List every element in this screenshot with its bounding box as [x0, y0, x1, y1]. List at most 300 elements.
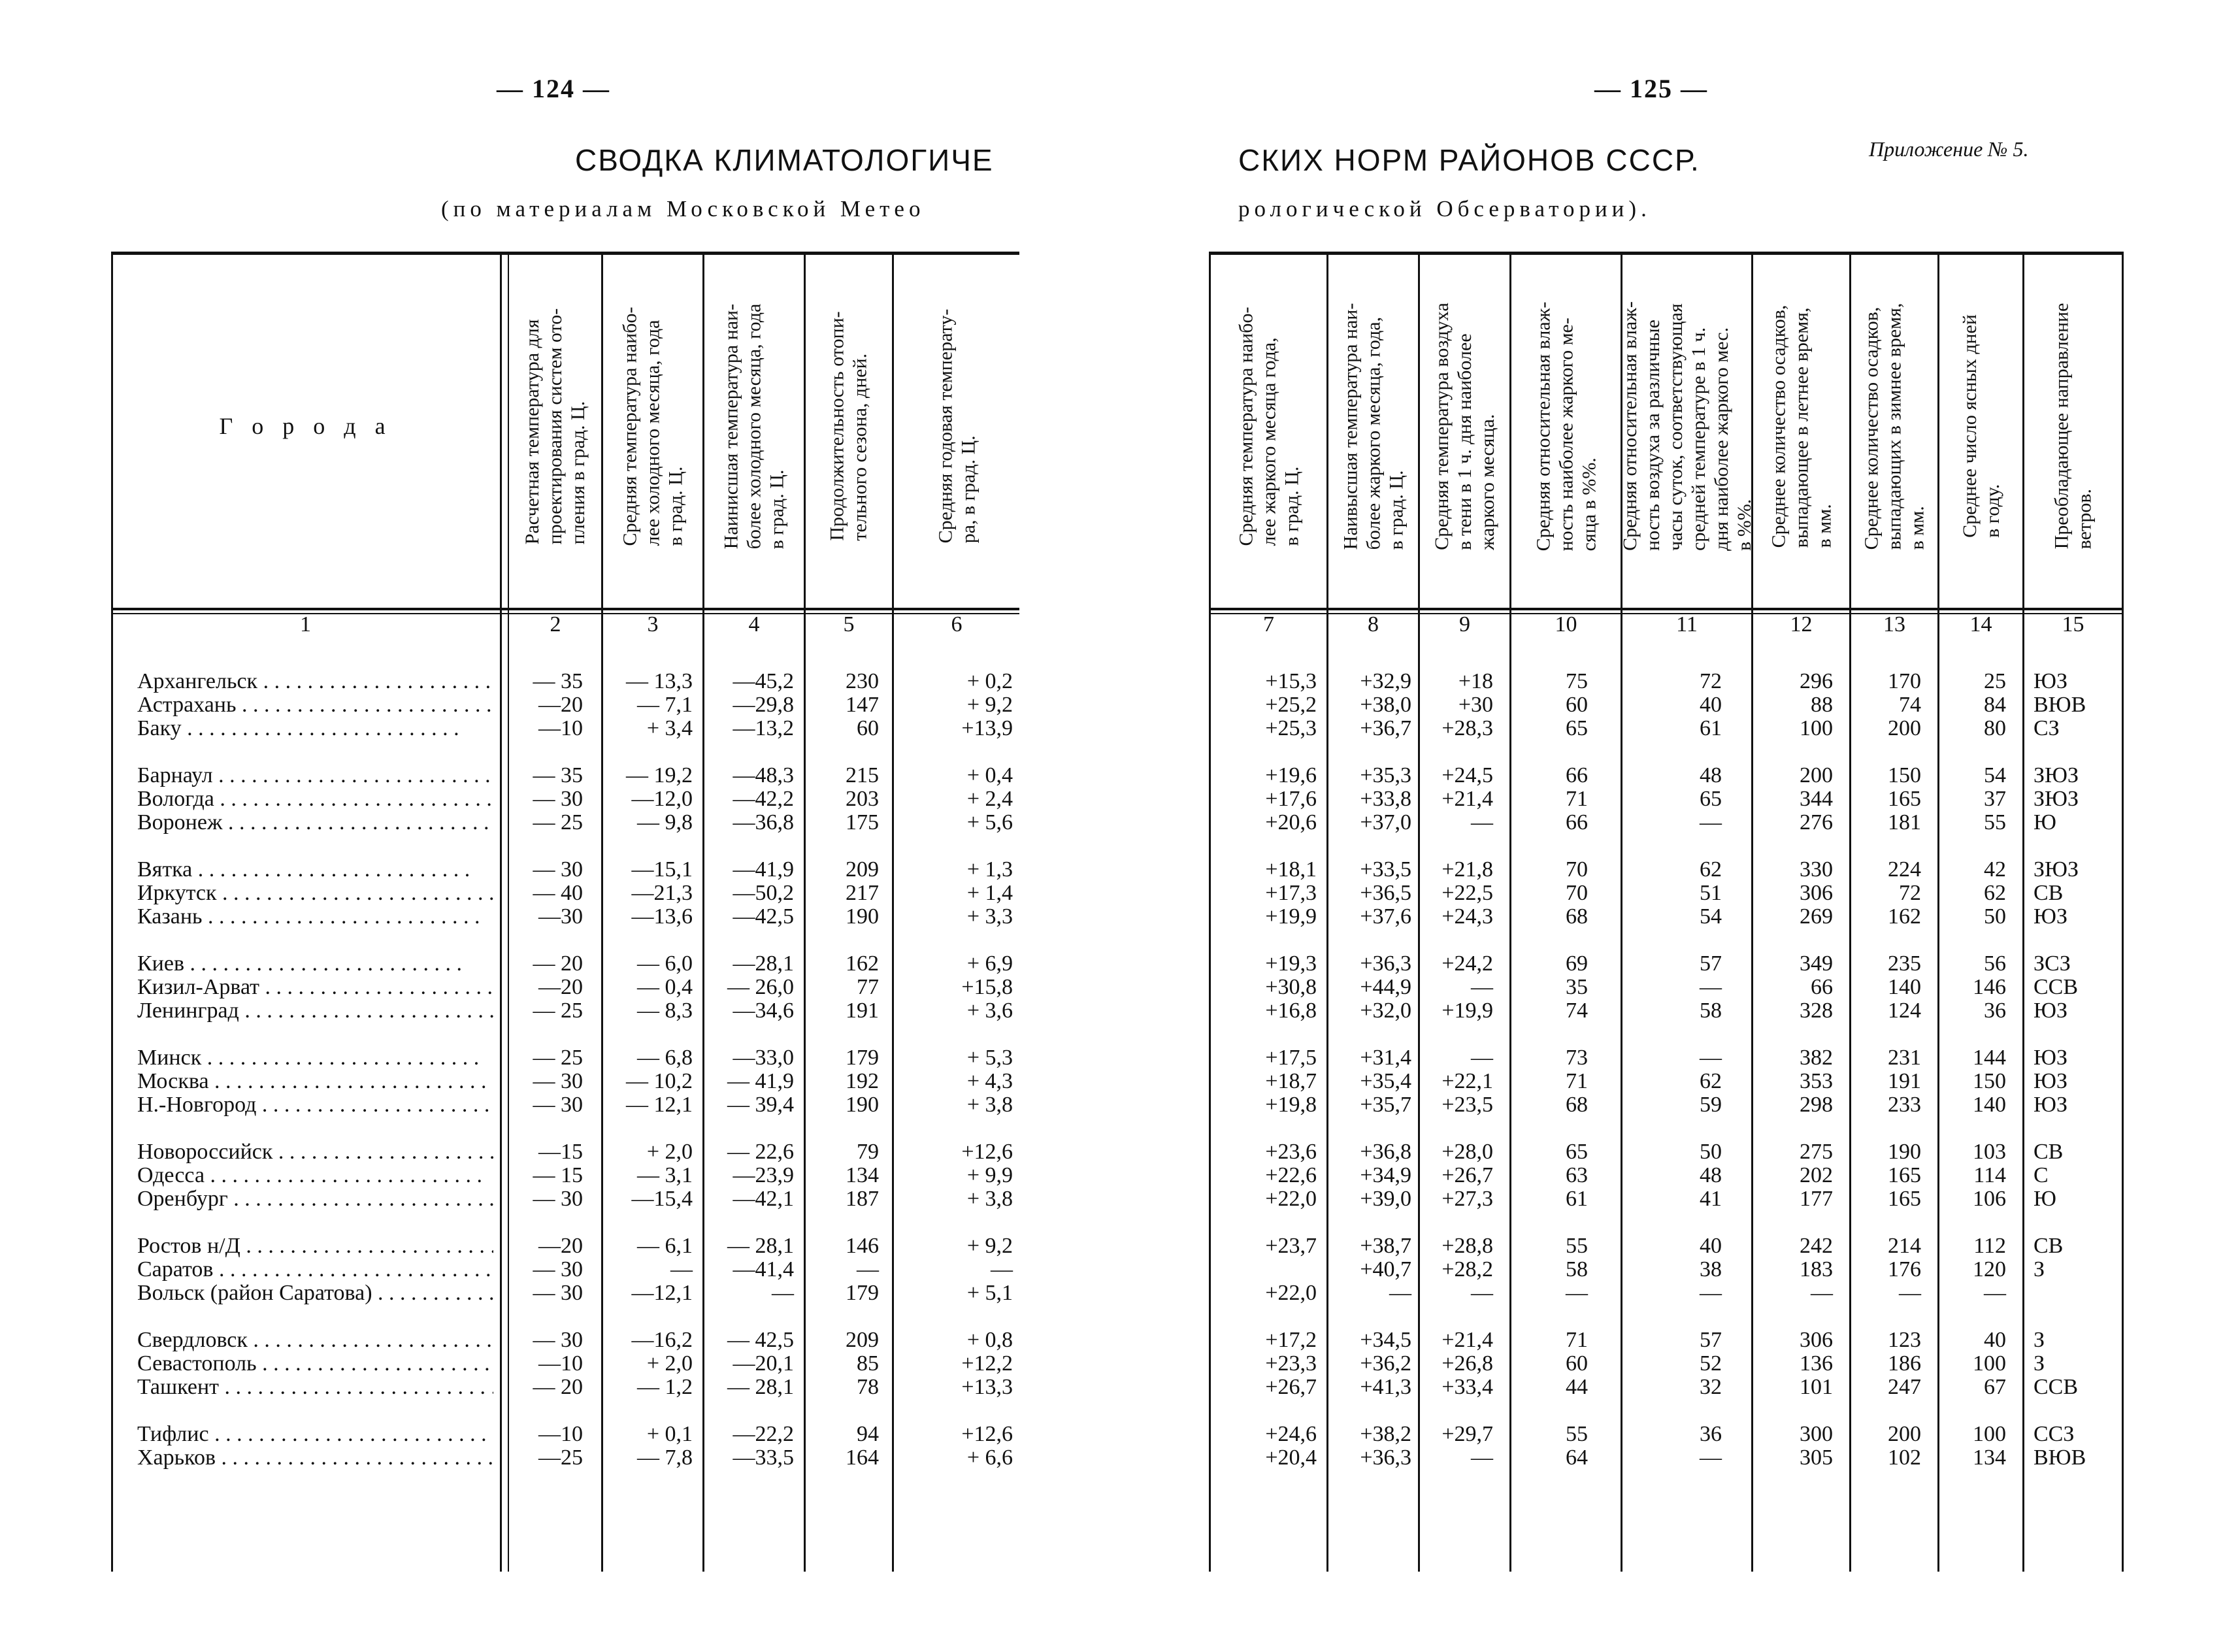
table-cell-c7: +19,9 [1265, 904, 1317, 929]
table-cell-c7: +16,8 [1265, 999, 1317, 1023]
table-cell-c9: +33,4 [1441, 1375, 1493, 1399]
table-cell-c15: СВ [2034, 881, 2064, 905]
table-cell-c9: +27,3 [1441, 1187, 1493, 1211]
table-cell-c13: 165 [1888, 1187, 1921, 1211]
table-cell-c5: 78 [857, 1375, 879, 1399]
table-cell-c9: +21,8 [1441, 857, 1493, 882]
table-cell-c12: 275 [1800, 1140, 1833, 1164]
table-cell-c13: 165 [1888, 1163, 1921, 1187]
city-name: Барнаул . . . [137, 764, 493, 787]
table-cell-c3: — 10,2 [626, 1069, 693, 1093]
city-name: Киев . . . [137, 952, 493, 976]
table-cell-c3: — 1,2 [637, 1375, 693, 1399]
table-cell-c8: +37,0 [1360, 810, 1411, 834]
table-cell-c14: 55 [1984, 810, 2006, 834]
table-cell-c6: + 5,3 [966, 1046, 1013, 1070]
table-cell-c5: 85 [857, 1351, 879, 1376]
table-cell-c12: 349 [1800, 951, 1833, 976]
table-cell-c5: 190 [846, 904, 879, 929]
table-cell-c10: 44 [1566, 1375, 1588, 1399]
city-name: Ростов н/Д . . . [137, 1234, 493, 1258]
table-cell-c11: 62 [1700, 1069, 1722, 1093]
table-cell-c8: +36,3 [1360, 951, 1411, 976]
table-cell-c2: — 30 [533, 1093, 583, 1117]
table-cell-c15: ЗЮЗ [2034, 857, 2079, 882]
table-cell-c8: +36,7 [1360, 716, 1411, 740]
table-cell-c14: 146 [1973, 975, 2006, 999]
city-name: Севастополь . . . [137, 1352, 493, 1376]
table-cell-c12: 344 [1800, 787, 1833, 811]
city-name: Астрахань . . . [137, 693, 493, 717]
table-cell-c11: 48 [1700, 763, 1722, 787]
city-name: Тифлис . . . [137, 1423, 493, 1446]
table-cell-c8: +44,9 [1360, 975, 1411, 999]
table-cell-c15: ЮЗ [2034, 1046, 2067, 1070]
table-cell-c15: СВ [2034, 1234, 2064, 1258]
table-cell-c2: — 15 [533, 1163, 583, 1187]
table-cell-c6: + 5,1 [966, 1281, 1013, 1305]
table-cell-c8: +36,3 [1360, 1446, 1411, 1470]
table-cell-c8: +38,7 [1360, 1234, 1411, 1258]
table-cell-c14: 37 [1984, 787, 2006, 811]
header-hot-month-max: Наивысшая температура наи- более жаркого месяца, года, в град. Ц. [1340, 303, 1407, 550]
table-cell-c11: 32 [1700, 1375, 1722, 1399]
table-cell-c7: +18,1 [1265, 857, 1317, 882]
table-cell-c9: +19,9 [1441, 999, 1493, 1023]
city-name: Иркутск . . . [137, 882, 493, 905]
table-cell-c9: +30 [1458, 693, 1493, 717]
city-name: Н.-Новгород . . . [137, 1093, 493, 1117]
climate-table-right [1209, 252, 2124, 1572]
city-name: Вятка . . . [137, 858, 493, 882]
table-cell-c13: 214 [1888, 1234, 1921, 1258]
table-cell-c10: 65 [1566, 1140, 1588, 1164]
table-cell-c4: —36,8 [733, 810, 794, 834]
table-cell-c11: 52 [1700, 1351, 1722, 1376]
table-cell-c6: +13,3 [961, 1375, 1013, 1399]
table-cell-c13: 191 [1888, 1069, 1921, 1093]
table-cell-c11: — [1700, 1446, 1722, 1470]
page-title: СКИХ НОРМ РАЙОНОВ СССР. [1238, 143, 1700, 177]
city-name: Ленинград . . . [137, 999, 493, 1023]
table-cell-c2: — 25 [533, 999, 583, 1023]
table-cell-c3: — 9,8 [637, 810, 693, 834]
table-cell-c7: +17,6 [1265, 787, 1317, 811]
table-cell-c4: —41,9 [733, 857, 794, 882]
city-name: Вологда . . . [137, 787, 493, 811]
city-name: Харьков . . . [137, 1446, 493, 1470]
table-cell-c2: — 30 [533, 1069, 583, 1093]
table-cell-c9: +21,4 [1441, 1328, 1493, 1352]
table-cell-c9: +21,4 [1441, 787, 1493, 811]
table-cell-c14: 50 [1984, 904, 2006, 929]
table-cell-c10: 35 [1566, 975, 1588, 999]
table-cell-c5: 179 [846, 1046, 879, 1070]
table-cell-c15: Ю [2034, 810, 2056, 834]
table-cell-c4: — 28,1 [727, 1234, 794, 1258]
table-cell-c11: — [1700, 975, 1722, 999]
table-cell-c6: + 3,6 [966, 999, 1013, 1023]
table-cell-c5: 162 [846, 951, 879, 976]
table-cell-c12: 183 [1800, 1257, 1833, 1281]
table-cell-c11: 50 [1700, 1140, 1722, 1164]
table-cell-c12: 136 [1800, 1351, 1833, 1376]
table-cell-c4: — 28,1 [727, 1375, 794, 1399]
table-cell-c2: — 25 [533, 810, 583, 834]
table-cell-c5: 146 [846, 1234, 879, 1258]
table-cell-c6: +12,6 [961, 1140, 1013, 1164]
table-cell-c2: —30 [538, 904, 583, 929]
left-page [0, 0, 1072, 1652]
table-cell-c11: 57 [1700, 1328, 1722, 1352]
right-table-body [1209, 252, 2124, 1572]
table-cell-c7: +20,4 [1265, 1446, 1317, 1470]
table-cell-c2: —20 [538, 1234, 583, 1258]
table-cell-c2: — 40 [533, 881, 583, 905]
table-cell-c12: 242 [1800, 1234, 1833, 1258]
col-number-10: 10 [1555, 612, 1577, 636]
table-cell-c10: 65 [1566, 716, 1588, 740]
table-cell-c5: 203 [846, 787, 879, 811]
table-cell-c5: 190 [846, 1093, 879, 1117]
table-cell-c13: 247 [1888, 1375, 1921, 1399]
left-table-body [111, 252, 1019, 1572]
table-cell-c2: — 30 [533, 1281, 583, 1305]
table-cell-c2: —10 [538, 1351, 583, 1376]
table-cell-c3: — 7,1 [637, 693, 693, 717]
table-cell-c12: 202 [1800, 1163, 1833, 1187]
table-cell-c15: ВЮВ [2034, 1446, 2086, 1470]
table-cell-c8: +32,0 [1360, 999, 1411, 1023]
table-cell-c4: — 42,5 [727, 1328, 794, 1352]
table-cell-c10: 66 [1566, 763, 1588, 787]
table-cell-c8: +31,4 [1360, 1046, 1411, 1070]
table-cell-c5: 191 [846, 999, 879, 1023]
table-cell-c6: +12,6 [961, 1422, 1013, 1446]
table-cell-c4: —33,5 [733, 1446, 794, 1470]
table-cell-c2: — 35 [533, 763, 583, 787]
header-annual-temp: Средняя годовая температу- ра, в град. Ц. [934, 308, 979, 544]
table-cell-c3: —16,2 [631, 1328, 693, 1352]
table-cell-c15: ЮЗ [2034, 1093, 2067, 1117]
table-cell-c3: —15,1 [631, 857, 693, 882]
table-cell-c2: —20 [538, 693, 583, 717]
table-cell-c14: 42 [1984, 857, 2006, 882]
table-cell-c14: 80 [1984, 716, 2006, 740]
table-cell-c4: — 22,6 [727, 1140, 794, 1164]
page-number: — 124 — [497, 74, 610, 103]
table-cell-c9: — [1471, 1046, 1493, 1070]
table-cell-c7: +22,6 [1265, 1163, 1317, 1187]
table-cell-c6: +13,9 [961, 716, 1013, 740]
table-cell-c6: + 3,8 [966, 1187, 1013, 1211]
table-cell-c9: +26,7 [1441, 1163, 1493, 1187]
city-name: Кизил-Арват . . . [137, 976, 493, 999]
table-cell-c13: 170 [1888, 669, 1921, 693]
table-cell-c9: — [1471, 810, 1493, 834]
table-cell-c9: — [1471, 975, 1493, 999]
table-cell-c4: —42,1 [733, 1187, 794, 1211]
table-cell-c3: — [670, 1257, 693, 1281]
table-cell-c5: 209 [846, 1328, 879, 1352]
table-cell-c5: 209 [846, 857, 879, 882]
table-cell-c11: 51 [1700, 881, 1722, 905]
header-summer-precip: Среднее количество осадков, выпадающее в летнее время, в мм. [1768, 305, 1836, 548]
table-cell-c12: 276 [1800, 810, 1833, 834]
table-cell-c8: +32,9 [1360, 669, 1411, 693]
table-cell-c12: 306 [1800, 1328, 1833, 1352]
table-cell-c14: 25 [1984, 669, 2006, 693]
table-cell-c12: 269 [1800, 904, 1833, 929]
col-number-13: 13 [1883, 612, 1905, 636]
table-cell-c7: +23,7 [1265, 1234, 1317, 1258]
table-cell-c3: — 8,3 [637, 999, 693, 1023]
table-cell-c14: 120 [1973, 1257, 2006, 1281]
header-humidity-hourly: Средняя относительная влаж- ность воздуха за различные часы суток, соответствующая средней температуре в 1 ч. дня наиболее жаркого мес. в %%. [1619, 301, 1755, 551]
table-cell-c4: — 39,4 [727, 1093, 794, 1117]
table-cell-c4: —45,2 [733, 669, 794, 693]
table-cell-c13: 102 [1888, 1446, 1921, 1470]
table-cell-c3: —13,6 [631, 904, 693, 929]
table-cell-c14: 114 [1973, 1163, 2006, 1187]
table-cell-c11: 48 [1700, 1163, 1722, 1187]
table-cell-c10: 63 [1566, 1163, 1588, 1187]
table-cell-c4: —50,2 [733, 881, 794, 905]
table-cell-c3: —12,1 [631, 1281, 693, 1305]
table-cell-c2: —15 [538, 1140, 583, 1164]
table-cell-c7: +25,2 [1265, 693, 1317, 717]
table-cell-c15: ССВ [2034, 975, 2079, 999]
table-cell-c4: —48,3 [733, 763, 794, 787]
table-cell-c7: +22,0 [1265, 1187, 1317, 1211]
col-number-6: 6 [951, 612, 963, 636]
table-cell-c12: — [1811, 1281, 1833, 1305]
col-number-5: 5 [843, 612, 855, 636]
table-cell-c15: ЮЗ [2034, 999, 2067, 1023]
table-cell-c9: — [1471, 1281, 1493, 1305]
table-cell-c6: + 4,3 [966, 1069, 1013, 1093]
header-humidity: Средняя относительная влаж- ность наиболее жаркого ме- сяца в %%. [1532, 301, 1600, 551]
table-cell-c9: — [1471, 1446, 1493, 1470]
table-cell-c14: 144 [1973, 1046, 2006, 1070]
table-cell-c3: + 2,0 [646, 1140, 693, 1164]
table-cell-c2: —25 [538, 1446, 583, 1470]
table-cell-c4: — 41,9 [727, 1069, 794, 1093]
table-cell-c12: 305 [1800, 1446, 1833, 1470]
table-cell-c5: 79 [857, 1140, 879, 1164]
table-cell-c11: 57 [1700, 951, 1722, 976]
table-cell-c13: 140 [1888, 975, 1921, 999]
table-cell-c11: 40 [1700, 1234, 1722, 1258]
table-cell-c9: +28,8 [1441, 1234, 1493, 1258]
table-cell-c9: +24,5 [1441, 763, 1493, 787]
table-cell-c15: ЮЗ [2034, 904, 2067, 929]
table-cell-c10: 69 [1566, 951, 1588, 976]
table-cell-c15: ЗСЗ [2034, 951, 2071, 976]
col-number-14: 14 [1969, 612, 1992, 636]
table-cell-c11: 61 [1700, 716, 1722, 740]
table-cell-c5: 94 [857, 1422, 879, 1446]
table-cell-c12: 353 [1800, 1069, 1833, 1093]
table-cell-c8: +38,0 [1360, 693, 1411, 717]
table-cell-c13: 181 [1888, 810, 1921, 834]
table-cell-c15: ЮЗ [2034, 1069, 2067, 1093]
table-cell-c9: +18 [1458, 669, 1493, 693]
table-cell-c14: 112 [1973, 1234, 2006, 1258]
table-cell-c8: +36,5 [1360, 881, 1411, 905]
table-cell-c6: + 0,4 [966, 763, 1013, 787]
table-cell-c13: 233 [1888, 1093, 1921, 1117]
table-cell-c10: 60 [1566, 693, 1588, 717]
table-cell-c2: — 35 [533, 669, 583, 693]
table-cell-c10: — [1566, 1281, 1588, 1305]
header-shade-temp: Средняя температура воздуха в тени в 1 ч. дня наиболее жаркого месяца. [1431, 302, 1498, 550]
table-cell-c2: — 30 [533, 857, 583, 882]
table-cell-c12: 100 [1800, 716, 1833, 740]
header-city: Г о р о д а [219, 412, 392, 439]
table-cell-c2: — 30 [533, 787, 583, 811]
table-cell-c6: + 9,2 [966, 1234, 1013, 1258]
table-cell-c7: +19,3 [1265, 951, 1317, 976]
table-cell-c8: +35,3 [1360, 763, 1411, 787]
table-cell-c3: — 0,4 [637, 975, 693, 999]
table-cell-c6: + 1,3 [966, 857, 1013, 882]
table-cell-c11: — [1700, 1281, 1722, 1305]
page-number: — 125 — [1594, 74, 1708, 103]
table-cell-c12: 200 [1800, 763, 1833, 787]
table-cell-c9: +28,0 [1441, 1140, 1493, 1164]
climate-table-left [111, 252, 1019, 1572]
table-cell-c8: +34,5 [1360, 1328, 1411, 1352]
table-cell-c7: +30,8 [1265, 975, 1317, 999]
table-cell-c7: +19,8 [1265, 1093, 1317, 1117]
table-cell-c10: 61 [1566, 1187, 1588, 1211]
table-cell-c14: 150 [1973, 1069, 2006, 1093]
city-name: Воронеж . . . [137, 811, 493, 834]
table-cell-c7: +23,6 [1265, 1140, 1317, 1164]
table-cell-c2: — 30 [533, 1187, 583, 1211]
header-hot-month-avg: Средняя температура наибо- лее жаркого месяца года, в град. Ц. [1235, 306, 1302, 546]
table-cell-c13: 74 [1899, 693, 1921, 717]
table-cell-c14: 54 [1984, 763, 2006, 787]
table-cell-c4: — 26,0 [727, 975, 794, 999]
table-cell-c15: С [2034, 1163, 2049, 1187]
table-cell-c3: + 0,1 [646, 1422, 693, 1446]
table-cell-c4: —42,2 [733, 787, 794, 811]
table-cell-c6: + 3,3 [966, 904, 1013, 929]
table-cell-c7: +22,0 [1265, 1281, 1317, 1305]
table-cell-c15: ССЗ [2034, 1422, 2075, 1446]
table-cell-c12: 177 [1800, 1187, 1833, 1211]
col-number-1: 1 [300, 612, 311, 636]
table-cell-c10: 70 [1566, 881, 1588, 905]
table-cell-c8: +39,0 [1360, 1187, 1411, 1211]
table-cell-c13: 235 [1888, 951, 1921, 976]
table-cell-c5: 60 [857, 716, 879, 740]
table-cell-c3: — 19,2 [626, 763, 693, 787]
table-cell-c3: + 3,4 [646, 716, 693, 740]
table-cell-c3: —15,4 [631, 1187, 693, 1211]
table-cell-c6: +15,8 [961, 975, 1013, 999]
table-cell-c11: 36 [1700, 1422, 1722, 1446]
table-cell-c6: + 0,2 [966, 669, 1013, 693]
table-cell-c10: 60 [1566, 1351, 1588, 1376]
table-cell-c3: — 12,1 [626, 1093, 693, 1117]
col-number-12: 12 [1790, 612, 1813, 636]
col-number-3: 3 [647, 612, 659, 636]
appendix-label: Приложение № 5. [1869, 137, 2029, 161]
table-cell-c3: — 6,0 [637, 951, 693, 976]
table-cell-c4: —22,2 [733, 1422, 794, 1446]
table-cell-c15: СЗ [2034, 716, 2060, 740]
table-cell-c10: 66 [1566, 810, 1588, 834]
table-cell-c2: — 30 [533, 1328, 583, 1352]
col-number-2: 2 [550, 612, 561, 636]
table-cell-c15: З [2034, 1351, 2045, 1376]
table-cell-c6: + 2,4 [966, 787, 1013, 811]
table-cell-c12: 328 [1800, 999, 1833, 1023]
table-cell-c8: +34,9 [1360, 1163, 1411, 1187]
table-cell-c10: 55 [1566, 1234, 1588, 1258]
table-cell-c6: + 9,2 [966, 693, 1013, 717]
table-cell-c2: —10 [538, 716, 583, 740]
table-cell-c11: 38 [1700, 1257, 1722, 1281]
table-cell-c9: +28,3 [1441, 716, 1493, 740]
table-cell-c12: 101 [1800, 1375, 1833, 1399]
table-cell-c12: 330 [1800, 857, 1833, 882]
table-cell-c7: +26,7 [1265, 1375, 1317, 1399]
table-cell-c13: 224 [1888, 857, 1921, 882]
table-cell-c10: 68 [1566, 904, 1588, 929]
col-number-7: 7 [1263, 612, 1274, 636]
table-cell-c10: 74 [1566, 999, 1588, 1023]
table-cell-c9: +29,7 [1441, 1422, 1493, 1446]
table-cell-c15: З [2034, 1328, 2045, 1352]
table-cell-c10: 68 [1566, 1093, 1588, 1117]
table-cell-c13: 190 [1888, 1140, 1921, 1164]
table-cell-c8: +40,7 [1360, 1257, 1411, 1281]
table-cell-c6: + 6,6 [966, 1446, 1013, 1470]
table-cell-c6: + 3,8 [966, 1093, 1013, 1117]
table-cell-c15: ЗЮЗ [2034, 787, 2079, 811]
page-subtitle: рологической Обсерватории). [1238, 196, 1651, 222]
table-cell-c7: +25,3 [1265, 716, 1317, 740]
table-cell-c11: 58 [1700, 999, 1722, 1023]
table-cell-c4: —20,1 [733, 1351, 794, 1376]
table-cell-c2: — 20 [533, 1375, 583, 1399]
table-cell-c2: — 30 [533, 1257, 583, 1281]
table-cell-c6: + 6,9 [966, 951, 1013, 976]
table-cell-c8: +35,7 [1360, 1093, 1411, 1117]
table-cell-c12: 306 [1800, 881, 1833, 905]
table-cell-c3: — 3,1 [637, 1163, 693, 1187]
table-cell-c15: Ю [2034, 1187, 2056, 1211]
table-cell-c12: 298 [1800, 1093, 1833, 1117]
table-cell-c13: 162 [1888, 904, 1921, 929]
table-cell-c9: +28,2 [1441, 1257, 1493, 1281]
table-cell-c10: 75 [1566, 669, 1588, 693]
table-cell-c3: — 6,8 [637, 1046, 693, 1070]
table-cell-c13: 200 [1888, 716, 1921, 740]
table-cell-c15: ССВ [2034, 1375, 2079, 1399]
table-cell-c11: 54 [1700, 904, 1722, 929]
table-cell-c6: + 0,8 [966, 1328, 1013, 1352]
table-cell-c5: 175 [846, 810, 879, 834]
city-name: Архангельск . . . [137, 670, 493, 693]
table-cell-c3: — 6,1 [637, 1234, 693, 1258]
table-cell-c12: 382 [1800, 1046, 1833, 1070]
table-cell-c8: +38,2 [1360, 1422, 1411, 1446]
